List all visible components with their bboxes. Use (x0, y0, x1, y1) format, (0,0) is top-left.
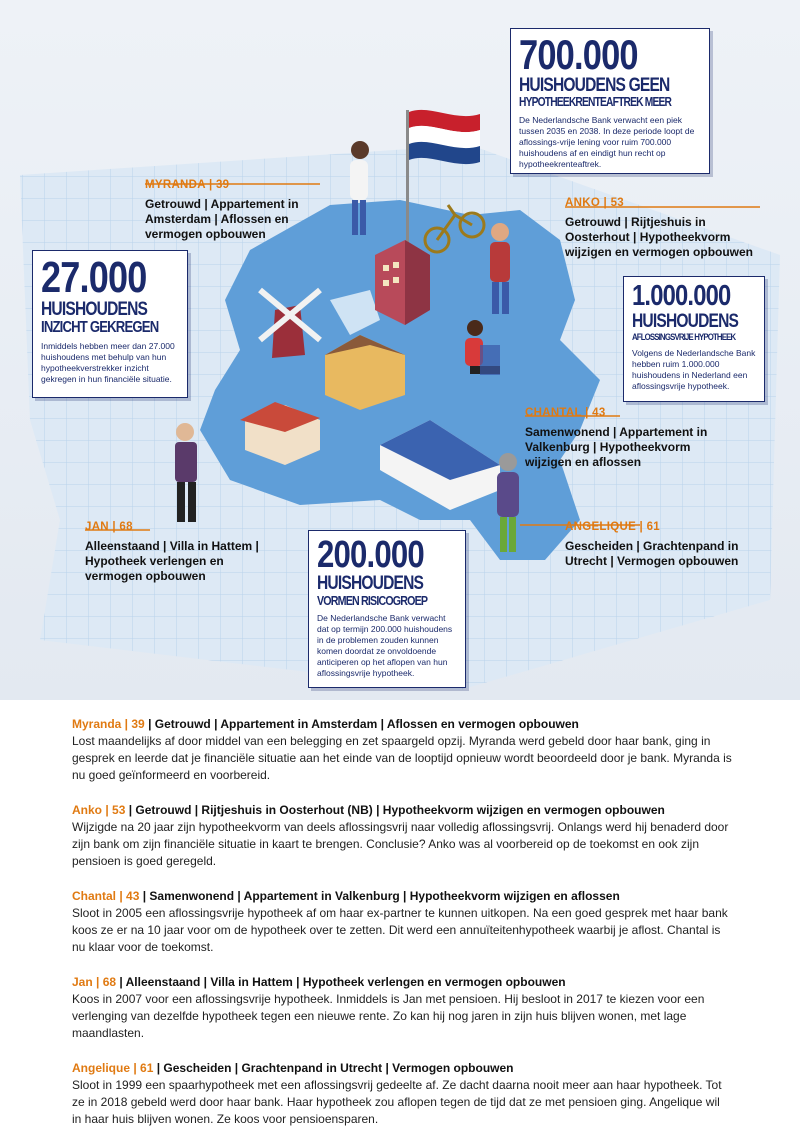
story-heading: Chantal | 43 | Samenwonend | Appartement in Valkenburg | Hypotheekvorm wijzigen en aflossen (72, 889, 620, 903)
apartment-building (375, 240, 430, 325)
stat-27000-box (32, 250, 188, 398)
story-jan (72, 974, 732, 1042)
label-jan (85, 520, 280, 584)
story-heading: Anko | 53 | Getrouwd | Rijtjeshuis in Oosterhout (NB) | Hypotheekvorm wijzigen en vermogen opbouwen (72, 803, 665, 817)
label-angelique (565, 520, 765, 569)
label-chantal-name: CHANTAL | 43 (525, 407, 606, 419)
stat-27000-line2: INZICHT GEKREGEN (41, 318, 159, 336)
label-jan-name: JAN | 68 (85, 521, 133, 533)
story-body: Sloot in 1999 een spaarhypotheek met een aflossingsvrij gedeelte af. Ze dacht daarna nooit meer aan haar hypotheek. Tot ze in 2018 gebeld werd door haar bank. Haar hypotheek zou aflopen tegen de tijd dat ze met pensioen ging. Angelique wil in haar huis blijven wonen. Ze koos voor pensioensparen. (72, 1078, 722, 1126)
story-heading: Angelique | 61 | Gescheiden | Grachtenpand in Utrecht | Vermogen opbouwen (72, 1061, 514, 1075)
stat-1000000-line1: HUISHOUDENS (632, 310, 739, 332)
stat-27000-number: 27.000 (41, 253, 147, 302)
label-anko (565, 196, 765, 260)
story-chantal (72, 888, 732, 956)
label-myranda-text: Getrouwd | Appartement in Amsterdam | Aflossen en vermogen opbouwen (145, 197, 299, 241)
story-body: Wijzigde na 20 jaar zijn hypotheekvorm van deels aflossingsvrij naar volledig aflossingsvrij. Onlangs werd hij benaderd door zijn bank om zijn financiële situatie in kaart te brengen. Conclusie? Anko was al voorbereid op de toekomst en ook zijn pensioen is goed geregeld. (72, 820, 729, 868)
stat-700000-desc: De Nederlandsche Bank verwacht een piek tussen 2035 en 2038. In deze periode loopt de aflossings-vrije lening voor ruim 700.000 huishoudens af en eindigt hun recht op hypotheekrenteaftrek. (519, 114, 695, 169)
stat-200000-box (308, 530, 466, 688)
stories-section (72, 716, 732, 1146)
story-body: Koos in 2007 voor een aflossingsvrije hypotheek. Inmiddels is Jan met pensioen. Hij besloot in 2017 te kiezen voor een verlenging van dezelfde hypotheek tegen een nieuwe rente. Zo kan hij nog jaren in zijn huis blijven wonen, met lage maandlasten. (72, 992, 705, 1040)
story-body: Sloot in 2005 een aflossingsvrije hypotheek af om haar ex-partner te kunnen uitkopen. Na een goed gesprek met haar bank koos ze er na 10 jaar voor om de hypotheek over te zetten. Dit werd een annuïteitenhypotheek waarbij je aflost. Chantal is nu klaar voor de toekomst. (72, 906, 728, 954)
label-jan-text: Alleenstaand | Villa in Hattem | Hypotheek verlengen en vermogen opbouwen (85, 539, 259, 583)
stat-1000000-box (623, 276, 765, 402)
label-anko-text: Getrouwd | Rijtjeshuis in Oosterhout | Hypotheekvorm wijzigen en vermogen opbouwen (565, 215, 754, 259)
stat-1000000-desc: Volgens de Nederlandsche Bank hebben ruim 1.000.000 huishoudens in Nederland een aflossingsvrije hypotheek. (632, 347, 756, 391)
stat-700000-box (510, 28, 710, 174)
label-chantal (525, 406, 725, 470)
stat-27000-desc: Inmiddels hebben meer dan 27.000 huishoudens met behulp van hun hypotheekverstrekker inzicht gekregen in hun financiële situatie. (41, 341, 175, 385)
story-angelique (72, 1060, 732, 1128)
label-myranda-name: MYRANDA | 39 (145, 179, 230, 191)
stat-1000000-number: 1.000.000 (632, 280, 731, 312)
stat-700000-line1: HUISHOUDENS GEEN (519, 74, 670, 96)
stat-27000-line1: HUISHOUDENS (41, 298, 148, 320)
story-body: Lost maandelijks af door middel van een belegging en zet spaargeld opzij. Myranda werd gebeld door haar bank, ging in gesprek en leerde dat je financiële situatie aan het einde van de looptijd opnieuw wordt beoordeeld door je bank. Myranda is nu goed geïnformeerd en voorbereid. (72, 734, 732, 782)
label-myranda (145, 178, 320, 242)
stat-200000-number: 200.000 (317, 534, 424, 576)
story-heading: Myranda | 39 | Getrouwd | Appartement in Amsterdam | Aflossen en vermogen opbouwen (72, 717, 579, 731)
label-angelique-name: ANGELIQUE | 61 (565, 521, 660, 533)
story-myranda (72, 716, 732, 784)
stat-700000-number: 700.000 (519, 31, 638, 78)
story-heading: Jan | 68 | Alleenstaand | Villa in Hattem | Hypotheek verlengen en vermogen opbouwen (72, 975, 566, 989)
label-anko-name: ANKO | 53 (565, 197, 624, 209)
label-chantal-text: Samenwonend | Appartement in Valkenburg | Hypotheekvorm wijzigen en aflossen (525, 425, 708, 469)
stat-200000-line1: HUISHOUDENS (317, 573, 424, 595)
label-angelique-text: Gescheiden | Grachtenpand in Utrecht | Vermogen opbouwen (565, 539, 739, 568)
story-anko (72, 802, 732, 870)
stat-700000-line2: HYPOTHEEKRENTEAFTREK MEER (519, 94, 672, 109)
stat-200000-desc: De Nederlandsche Bank verwacht dat op termijn 200.000 huishoudens in de problemen zouden kunnen komen doordat ze onvoldoende anticiperen op het aflopen van hun aflossingsvrije hypotheek. (317, 613, 453, 679)
stat-1000000-line2: AFLOSSINGSVRIJE HYPOTHEEK (632, 331, 736, 343)
stat-200000-line2: VORMEN RISICOGROEP (317, 593, 428, 609)
